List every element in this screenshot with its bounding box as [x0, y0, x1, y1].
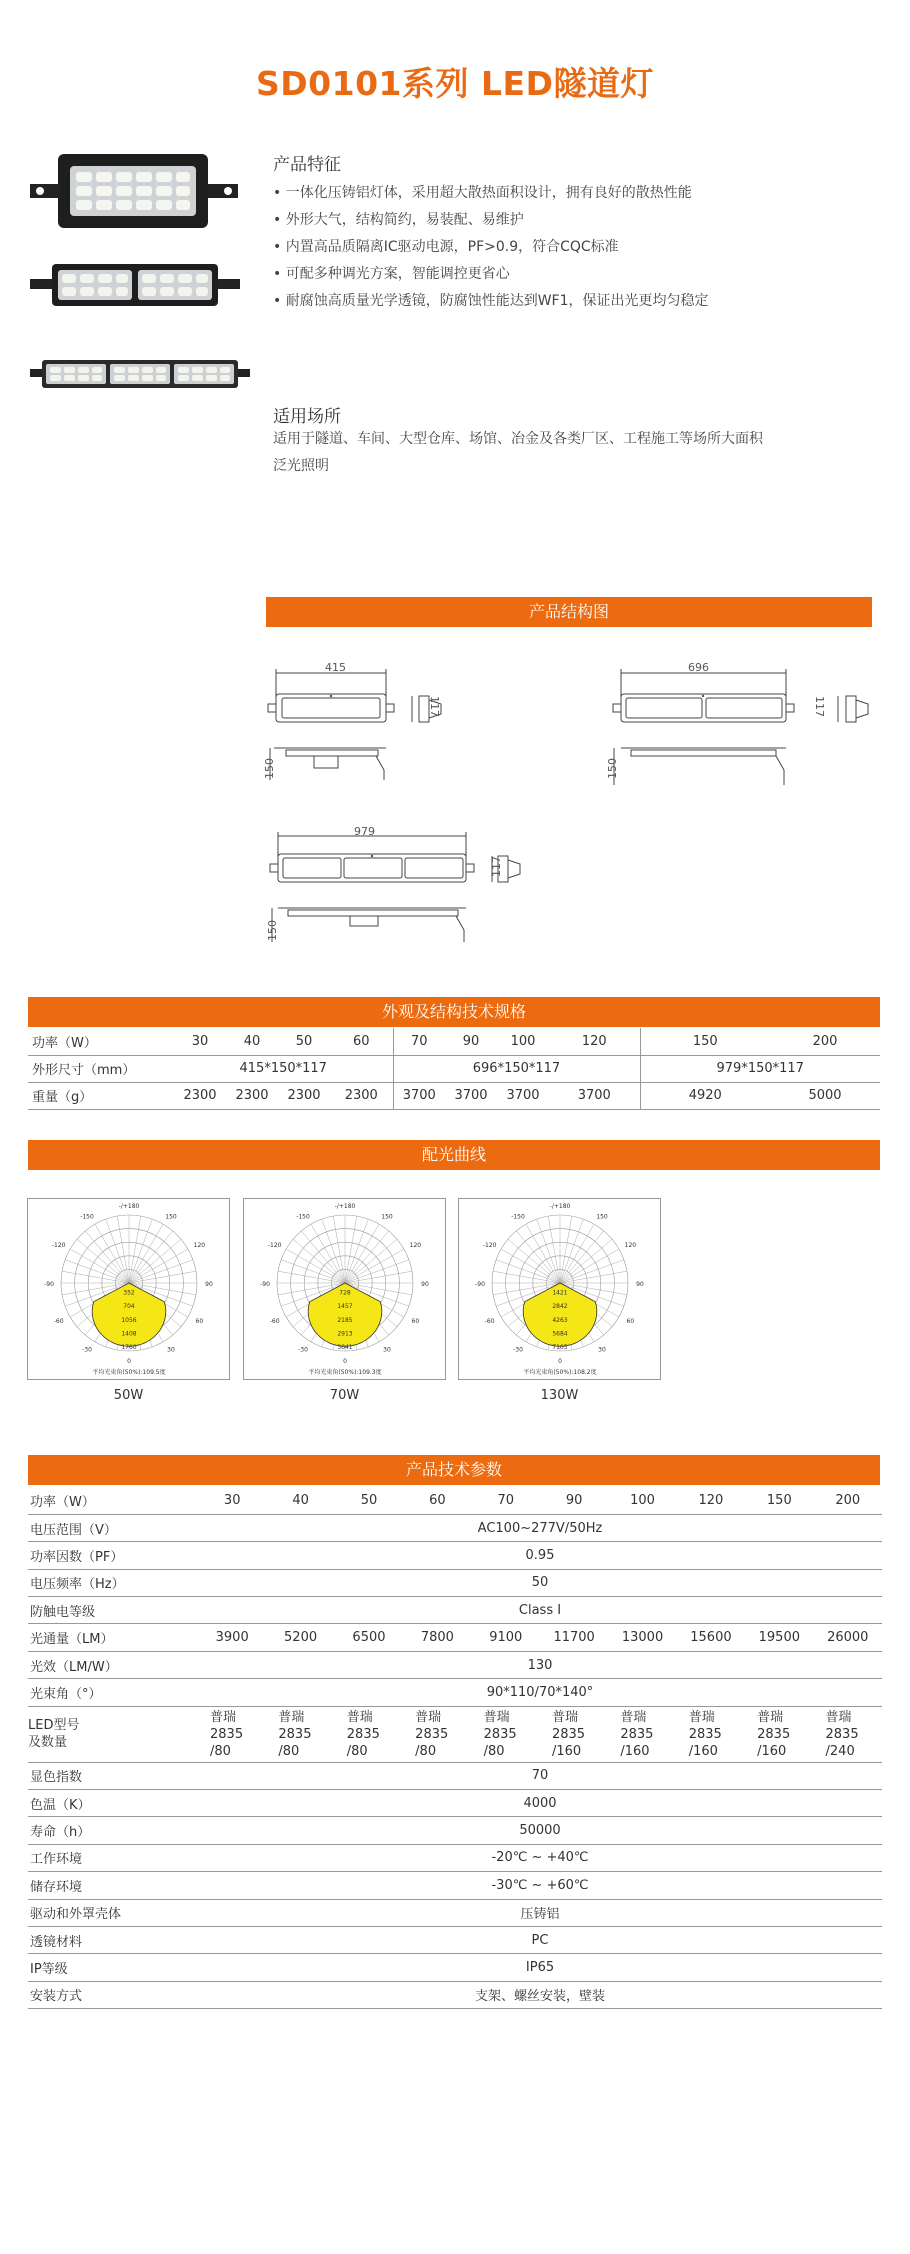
tech-row: 电压范围（V） AC100~277V/50Hz [28, 1514, 882, 1541]
polar-value-label: 1760 [121, 1344, 137, 1351]
polar-angle-label: 150 [165, 1213, 177, 1221]
tech-row-flux: 光通量（LM） 3900 5200 6500 7800 9100 11700 13000 15600 19500 26000 [28, 1624, 882, 1651]
applications-heading: 适用场所 [273, 407, 341, 427]
polar-angle-label: 120 [409, 1242, 422, 1249]
dim-117-b: 117 [813, 696, 826, 717]
polar-chart-70w [243, 1198, 446, 1380]
polar-chart-130w [458, 1198, 661, 1380]
polar-value-label: 352 [123, 1289, 135, 1297]
feature-item: • 耐腐蚀高质量光学透镜，防腐蚀性能达到WF1，保证出光更均匀稳定 [273, 288, 709, 315]
polar-angle-label: -30 [298, 1346, 308, 1354]
tech-row: 防触电等级 Class Ⅰ [28, 1597, 882, 1624]
applications-text: 适用于隧道、车间、大型仓库、场馆、冶金及各类厂区、工程施工等场所大面积泛光照明 [273, 431, 763, 474]
tech-row-power: 功率（W） 30 40 50 60 70 90 100 120 150 200 [28, 1487, 882, 1514]
polar-value-label: 4263 [552, 1316, 568, 1324]
polar-angle-label: 0 [343, 1358, 347, 1365]
polar-angle-label: 150 [596, 1213, 608, 1221]
polar-angle-label: 60 [626, 1318, 635, 1325]
polar-angle-label: 90 [636, 1281, 644, 1288]
polar-caption-130w: 130W [540, 1388, 579, 1403]
dim-150-c: 150 [266, 920, 279, 941]
tech-row-led [28, 1706, 882, 1762]
polar-caption-70w: 70W [329, 1388, 360, 1403]
polar-value-label: 2185 [337, 1316, 353, 1324]
polar-angle-label: -150 [80, 1213, 94, 1221]
tech-row: 功率因数（PF） 0.95 [28, 1542, 882, 1569]
polar-footer: 平均光束角(50%):108.2度 [523, 1369, 597, 1376]
led-spec-cell: 普瑞 2835 /160 [608, 1706, 676, 1762]
features-list [273, 180, 709, 315]
polar-angle-label: 30 [383, 1346, 391, 1354]
polar-value-label: 7105 [552, 1344, 568, 1351]
tech-row: 色温（K） 4000 [28, 1790, 882, 1817]
polar-angle-label: 90 [205, 1281, 213, 1288]
polar-angle-label: -120 [51, 1242, 66, 1249]
tech-row: 驱动和外罩壳体 压铸铝 [28, 1899, 882, 1926]
polar-value-label: 704 [123, 1303, 135, 1311]
polar-angle-label: -30 [82, 1346, 92, 1354]
polar-footer: 平均光束角(50%):109.3度 [308, 1369, 382, 1376]
product-image-small [30, 150, 240, 232]
dim-415: 415 [325, 661, 346, 674]
polar-angle-label: 0 [558, 1358, 562, 1365]
polar-chart-50w [27, 1198, 230, 1380]
led-spec-cell: 普瑞 2835 /80 [472, 1706, 540, 1762]
feature-item: • 内置高品质隔离IC驱动电源，PF>0.9，符合CQC标准 [273, 234, 709, 261]
feature-item: • 一体化压铸铝灯体，采用超大散热面积设计，拥有良好的散热性能 [273, 180, 709, 207]
dim-979: 979 [354, 825, 375, 838]
product-image-large [30, 358, 250, 390]
dim-117-c: 117 [490, 856, 503, 877]
structure-drawings [266, 660, 876, 950]
tech-row: 光束角（°） 90*110/70*140° [28, 1679, 882, 1706]
polar-value-label: 2842 [552, 1303, 568, 1311]
tech-row: IP等级 IP65 [28, 1954, 882, 1981]
polar-angle-label: 30 [167, 1346, 175, 1354]
polar-angle-label: -90 [44, 1281, 54, 1288]
polar-angle-label: 150 [381, 1213, 393, 1221]
polar-angle-label: -30 [513, 1346, 523, 1354]
tech-row: 储存环境 -30℃ ~ +60℃ [28, 1872, 882, 1899]
polar-angle-label: -150 [511, 1213, 525, 1221]
polar-angle-label: -120 [482, 1242, 497, 1249]
polar-angle-label: -60 [269, 1318, 280, 1325]
tech-row: 工作环境 -20℃ ~ +40℃ [28, 1844, 882, 1871]
polar-angle-label: -/+180 [334, 1203, 356, 1210]
tech-row: 透镜材料 PC [28, 1926, 882, 1953]
led-spec-cell: 普瑞 2835 /80 [403, 1706, 471, 1762]
led-spec-cell: 普瑞 2835 /80 [335, 1706, 403, 1762]
dim-150-b: 150 [606, 758, 619, 779]
dim-150-a: 150 [263, 758, 276, 779]
dim-117-a: 117 [428, 696, 441, 717]
page-title: SD0101系列 LED隧道灯 [256, 64, 654, 103]
led-spec-cell: 普瑞 2835 /80 [198, 1706, 266, 1762]
polar-chart-50w-svg [28, 1199, 231, 1381]
polar-value-label: 1408 [121, 1330, 137, 1338]
appearance-spec-table [28, 1028, 880, 1110]
features-heading: 产品特征 [273, 155, 341, 175]
polar-value-label: 3641 [337, 1344, 353, 1351]
tech-params-table [28, 1487, 882, 2009]
structure-bar: 产品结构图 [266, 597, 872, 627]
spec-row-size: 外形尺寸（mm） 415*150*117 696*150*117 979*150*117 [28, 1055, 880, 1082]
spec-row-weight: 重量（g） 2300 2300 2300 2300 3700 3700 3700 3700 4920 5000 [28, 1082, 880, 1109]
polar-value-label: 5684 [552, 1330, 568, 1338]
led-spec-cell: 普瑞 2835 /160 [677, 1706, 745, 1762]
tech-row: 安装方式 支架、螺丝安装，壁装 [28, 1981, 882, 2008]
tech-row: 寿命（h） 50000 [28, 1817, 882, 1844]
led-spec-cell: 普瑞 2835 /160 [745, 1706, 813, 1762]
dim-696: 696 [688, 661, 709, 674]
tech-params-bar: 产品技术参数 [28, 1455, 880, 1485]
tech-row: 光效（LM/W） 130 [28, 1651, 882, 1678]
led-spec-cell: 普瑞 2835 /240 [814, 1706, 882, 1762]
spec-row-power: 功率（W） 30 40 50 60 70 90 100 120 150 200 [28, 1028, 880, 1055]
polar-value-label: 1056 [121, 1316, 137, 1324]
polar-value-label: 1457 [337, 1303, 353, 1311]
polar-angle-label: 60 [195, 1318, 204, 1325]
led-spec-cell: 普瑞 2835 /80 [266, 1706, 334, 1762]
tech-row: 显色指数 70 [28, 1762, 882, 1789]
feature-item: • 外形大气，结构简约，易装配、易维护 [273, 207, 709, 234]
polar-caption-50w: 50W [113, 1388, 144, 1403]
polar-angle-label: 0 [127, 1358, 131, 1365]
polar-angle-label: -/+180 [549, 1203, 571, 1210]
polar-chart-70w-svg [244, 1199, 447, 1381]
polar-value-label: 1421 [552, 1289, 568, 1297]
polar-footer: 平均光束角(50%):109.5度 [92, 1369, 166, 1376]
polar-angle-label: -90 [260, 1281, 270, 1288]
polar-angle-label: -90 [475, 1281, 485, 1288]
led-spec-cell: 普瑞 2835 /160 [540, 1706, 608, 1762]
polar-angle-label: -60 [53, 1318, 64, 1325]
polar-angle-label: 60 [411, 1318, 420, 1325]
polar-angle-label: -120 [267, 1242, 282, 1249]
polar-angle-label: 120 [193, 1242, 206, 1249]
led-label-line1: LED型号 [28, 1718, 80, 1734]
polar-value-label: 2913 [337, 1330, 353, 1338]
polar-angle-label: 90 [421, 1281, 429, 1288]
light-curve-bar: 配光曲线 [28, 1140, 880, 1170]
feature-item: • 可配多种调光方案，智能调控更省心 [273, 261, 709, 288]
tech-row: 电压频率（Hz） 50 [28, 1569, 882, 1596]
polar-angle-label: -150 [296, 1213, 310, 1221]
product-image-medium [30, 262, 240, 308]
polar-chart-130w-svg [459, 1199, 662, 1381]
polar-angle-label: 120 [624, 1242, 637, 1249]
polar-angle-label: -60 [484, 1318, 495, 1325]
polar-angle-label: 30 [598, 1346, 606, 1354]
led-label-line2: 及数量 [28, 1735, 68, 1751]
polar-angle-label: -/+180 [118, 1203, 140, 1210]
polar-value-label: 728 [339, 1289, 351, 1297]
appearance-spec-bar: 外观及结构技术规格 [28, 997, 880, 1027]
